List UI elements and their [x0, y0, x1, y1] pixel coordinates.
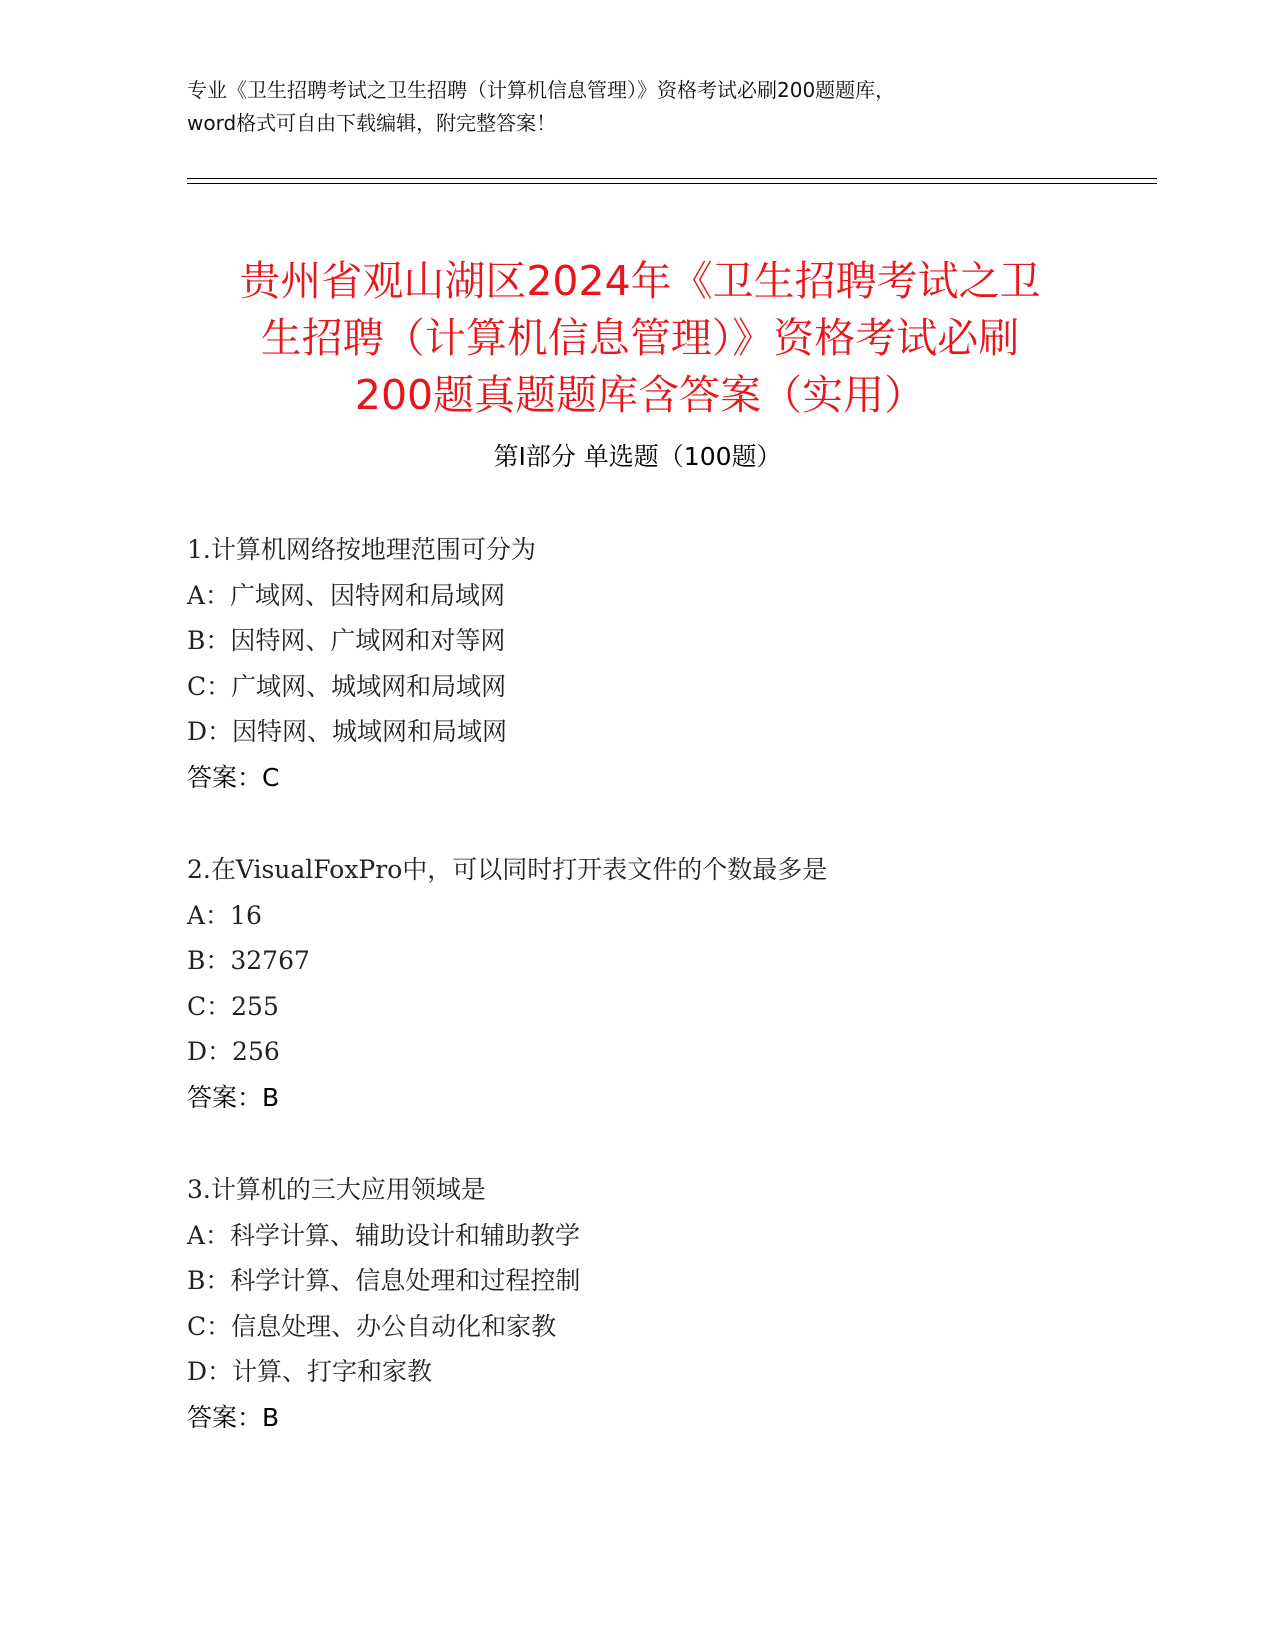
option-a: A：16	[187, 900, 262, 930]
answer: 答案：B	[187, 1082, 280, 1112]
document-title-line-1: 贵州省观山湖区2024年《卫生招聘考试之卫	[239, 257, 1041, 306]
document-title-line-3: 200题真题题库含答案（实用）	[354, 371, 926, 420]
header-note-line-2: word格式可自由下载编辑，附完整答案！	[187, 111, 557, 135]
answer: 答案：B	[187, 1402, 280, 1432]
option-c: C：255	[187, 991, 279, 1021]
option-b: B：科学计算、信息处理和过程控制	[187, 1266, 581, 1295]
option-d: D：因特网、城域网和局域网	[187, 717, 508, 746]
option-b: B：32767	[187, 946, 310, 975]
option-b: B：因特网、广域网和对等网	[187, 626, 506, 655]
header-note-line-1: 专业《卫生招聘考试之卫生招聘（计算机信息管理）》资格考试必刷200题题库，	[187, 78, 896, 102]
option-d: D：计算、打字和家教	[187, 1357, 433, 1386]
option-d: D：256	[187, 1037, 280, 1066]
option-a: A：广域网、因特网和局域网	[187, 580, 506, 610]
question-stem: 2.在VisualFoxPro中，可以同时打开表文件的个数最多是	[187, 855, 828, 884]
question-stem: 1.计算机网络按地理范围可分为	[187, 535, 536, 564]
answer: 答案：C	[187, 762, 280, 792]
option-c: C：广域网、城域网和局域网	[187, 671, 507, 701]
header-divider-bottom	[187, 183, 1157, 184]
header-note	[187, 74, 1087, 140]
section-title: 第Ⅰ部分 单选题（100题）	[493, 442, 782, 471]
option-c: C：信息处理、办公自动化和家教	[187, 1311, 557, 1341]
question-3	[187, 1167, 1147, 1440]
question-1	[187, 527, 1147, 800]
question-2	[187, 847, 1147, 1120]
question-stem: 3.计算机的三大应用领域是	[187, 1175, 486, 1204]
option-a: A：科学计算、辅助设计和辅助教学	[187, 1220, 581, 1250]
header-divider-top	[187, 178, 1157, 179]
document-title	[180, 253, 1100, 424]
document-title-line-2: 生招聘（计算机信息管理）》资格考试必刷	[260, 314, 1020, 363]
